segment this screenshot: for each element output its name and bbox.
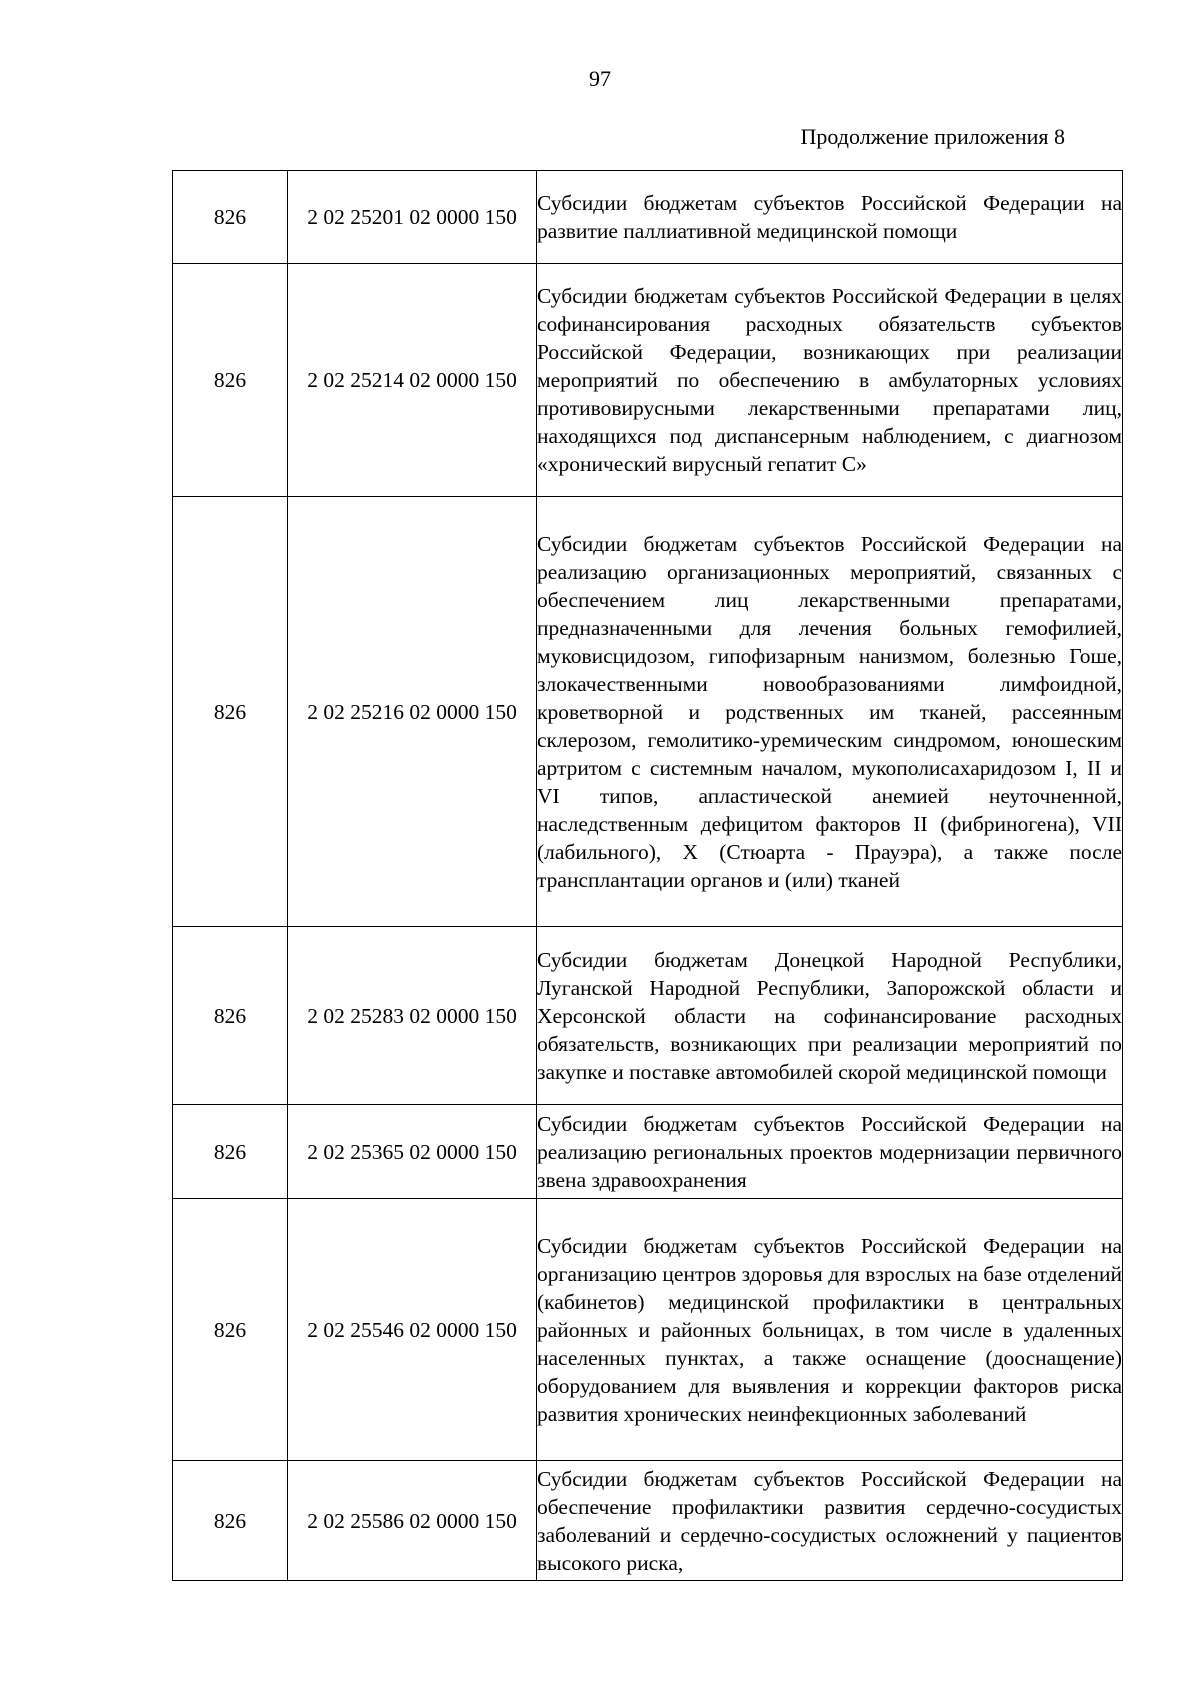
budget-classification-code-cell: 2 02 25283 02 0000 150	[288, 927, 537, 1105]
table-row	[173, 1105, 1123, 1199]
budget-classification-code-cell: 2 02 25201 02 0000 150	[288, 171, 537, 264]
appendix-continuation-label: Продолжение приложения 8	[800, 124, 1065, 149]
budget-classification-code-cell: 2 02 25365 02 0000 150	[288, 1105, 537, 1199]
admin-code-cell: 826	[173, 1199, 288, 1461]
description-cell: Субсидии бюджетам субъектов Российской Федерации на развитие паллиативной медицинской помощи	[537, 171, 1123, 264]
budget-classification-code-cell: 2 02 25216 02 0000 150	[288, 497, 537, 927]
description-cell: Субсидии бюджетам субъектов Российской Федерации на реализацию организационных мероприятий, связанных с обеспечением лиц лекарственными препаратами, предназначенными для лечения больных гемофилией, муковисцидозом, гипофизарным нанизмом, болезнью Гоше, злокачественными новообразованиями лимфоидной, кроветворной и родственных им тканей, рассеянным склерозом, гемолитико-уремическим синдромом, юношеским артритом с системным началом, мукополисахаридозом I, II и VI типов, апластической анемией неуточненной, наследственным дефицитом факторов II (фибриногена), VII (лабильного), X (Стюарта - Прауэра), а также после трансплантации органов и (или) тканей	[537, 497, 1123, 927]
budget-classification-code-cell: 2 02 25214 02 0000 150	[288, 264, 537, 497]
table-row	[173, 1461, 1123, 1581]
budget-codes-table	[172, 170, 1123, 1581]
admin-code-cell: 826	[173, 1461, 288, 1581]
budget-classification-code-cell: 2 02 25546 02 0000 150	[288, 1199, 537, 1461]
table-row	[173, 264, 1123, 497]
budget-classification-code-cell: 2 02 25586 02 0000 150	[288, 1461, 537, 1581]
admin-code-cell: 826	[173, 171, 288, 264]
description-cell: Субсидии бюджетам субъектов Российской Федерации на реализацию региональных проектов модернизации первичного звена здравоохранения	[537, 1105, 1123, 1199]
admin-code-cell: 826	[173, 264, 288, 497]
description-cell: Субсидии бюджетам субъектов Российской Федерации на обеспечение профилактики развития сердечно-сосудистых заболеваний и сердечно-сосудистых осложнений у пациентов высокого риска,	[537, 1461, 1123, 1581]
table-row	[173, 171, 1123, 264]
page-number: 97	[589, 66, 611, 91]
table-row	[173, 1199, 1123, 1461]
table-row	[173, 927, 1123, 1105]
description-cell: Субсидии бюджетам Донецкой Народной Республики, Луганской Народной Республики, Запорожской области и Херсонской области на софинансирование расходных обязательств, возникающих при реализации мероприятий по закупке и поставке автомобилей скорой медицинской помощи	[537, 927, 1123, 1105]
description-cell: Субсидии бюджетам субъектов Российской Федерации в целях софинансирования расходных обязательств субъектов Российской Федерации, возникающих при реализации мероприятий по обеспечению в амбулаторных условиях противовирусными лекарственными препаратами лиц, находящихся под диспансерным наблюдением, с диагнозом «хронический вирусный гепатит С»	[537, 264, 1123, 497]
admin-code-cell: 826	[173, 1105, 288, 1199]
description-cell: Субсидии бюджетам субъектов Российской Федерации на организацию центров здоровья для взрослых на базе отделений (кабинетов) медицинской профилактики в центральных районных и районных больницах, в том числе в удаленных населенных пунктах, а также оснащение (дооснащение) оборудованием для выявления и коррекции факторов риска развития хронических неинфекционных заболеваний	[537, 1199, 1123, 1461]
table-row	[173, 497, 1123, 927]
admin-code-cell: 826	[173, 927, 288, 1105]
admin-code-cell: 826	[173, 497, 288, 927]
